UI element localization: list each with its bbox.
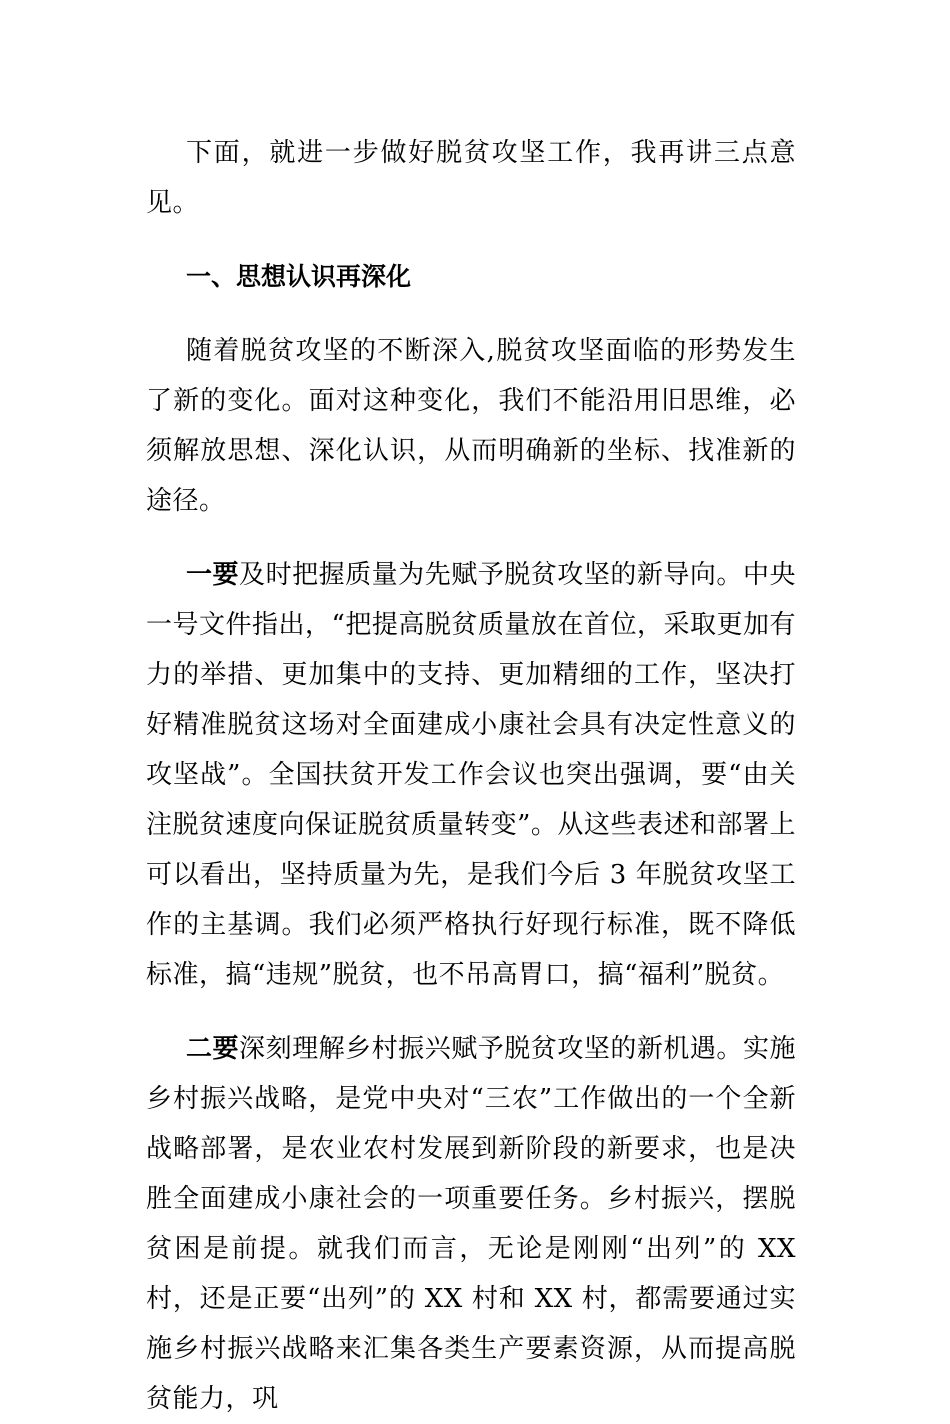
intro-paragraph: 下面，就进一步做好脱贫攻坚工作，我再讲三点意见。 (146, 138, 796, 218)
spacer (146, 526, 796, 550)
document-body (146, 128, 796, 1424)
spacer (146, 1000, 796, 1024)
point-text-1: 及时把握质量为先赋予脱贫攻坚的新导向。中央一号文件指出，“把提高脱贫质量放在首位，采取更加有力的举措、更加集中的支持、更加精细的工作，坚决打好精准脱贫这场对全面建成小康社会具有决定性意义的攻坚战”。全国扶贫开发工作会议也突出强调，要“由关注脱贫速度向保证脱贫质量转变”。从这些表述和部署上可以看出，坚持质量为先，是我们今后 3 年脱贫攻坚工作的主基调。我们必须严格执行好现行标准，既不降低标准，搞“违规”脱贫，也不吊高胃口，搞“福利”脱贫。 (146, 560, 796, 990)
paragraph-1: 随着脱贫攻坚的不断深入,脱贫攻坚面临的形势发生了新的变化。面对这种变化，我们不能沿用旧思维，必须解放思想、深化认识，从而明确新的坐标、找准新的途径。 (146, 336, 796, 516)
point-text-2: 深刻理解乡村振兴赋予脱贫攻坚的新机遇。实施乡村振兴战略，是党中央对“三农”工作做出的一个全新战略部署，是农业农村发展到新阶段的新要求，也是决胜全面建成小康社会的一项重要任务。乡村振兴，摆脱贫困是前提。就我们而言，无论是刚刚“出列”的 XX 村，还是正要“出列”的 XX 村和 XX 村，都需要通过实施乡村振兴战略来汇集各类生产要素资源，从而提高脱贫能力，巩 (146, 1034, 796, 1414)
point-paragraph-1 (146, 550, 796, 1000)
point-lead-1: 一要 (186, 560, 240, 590)
section-heading-1: 一、思想认识再深化 (186, 262, 412, 291)
point-lead-2: 二要 (186, 1034, 240, 1064)
spacer (146, 228, 796, 252)
spacer (146, 302, 796, 326)
point-paragraph-2 (146, 1024, 796, 1424)
